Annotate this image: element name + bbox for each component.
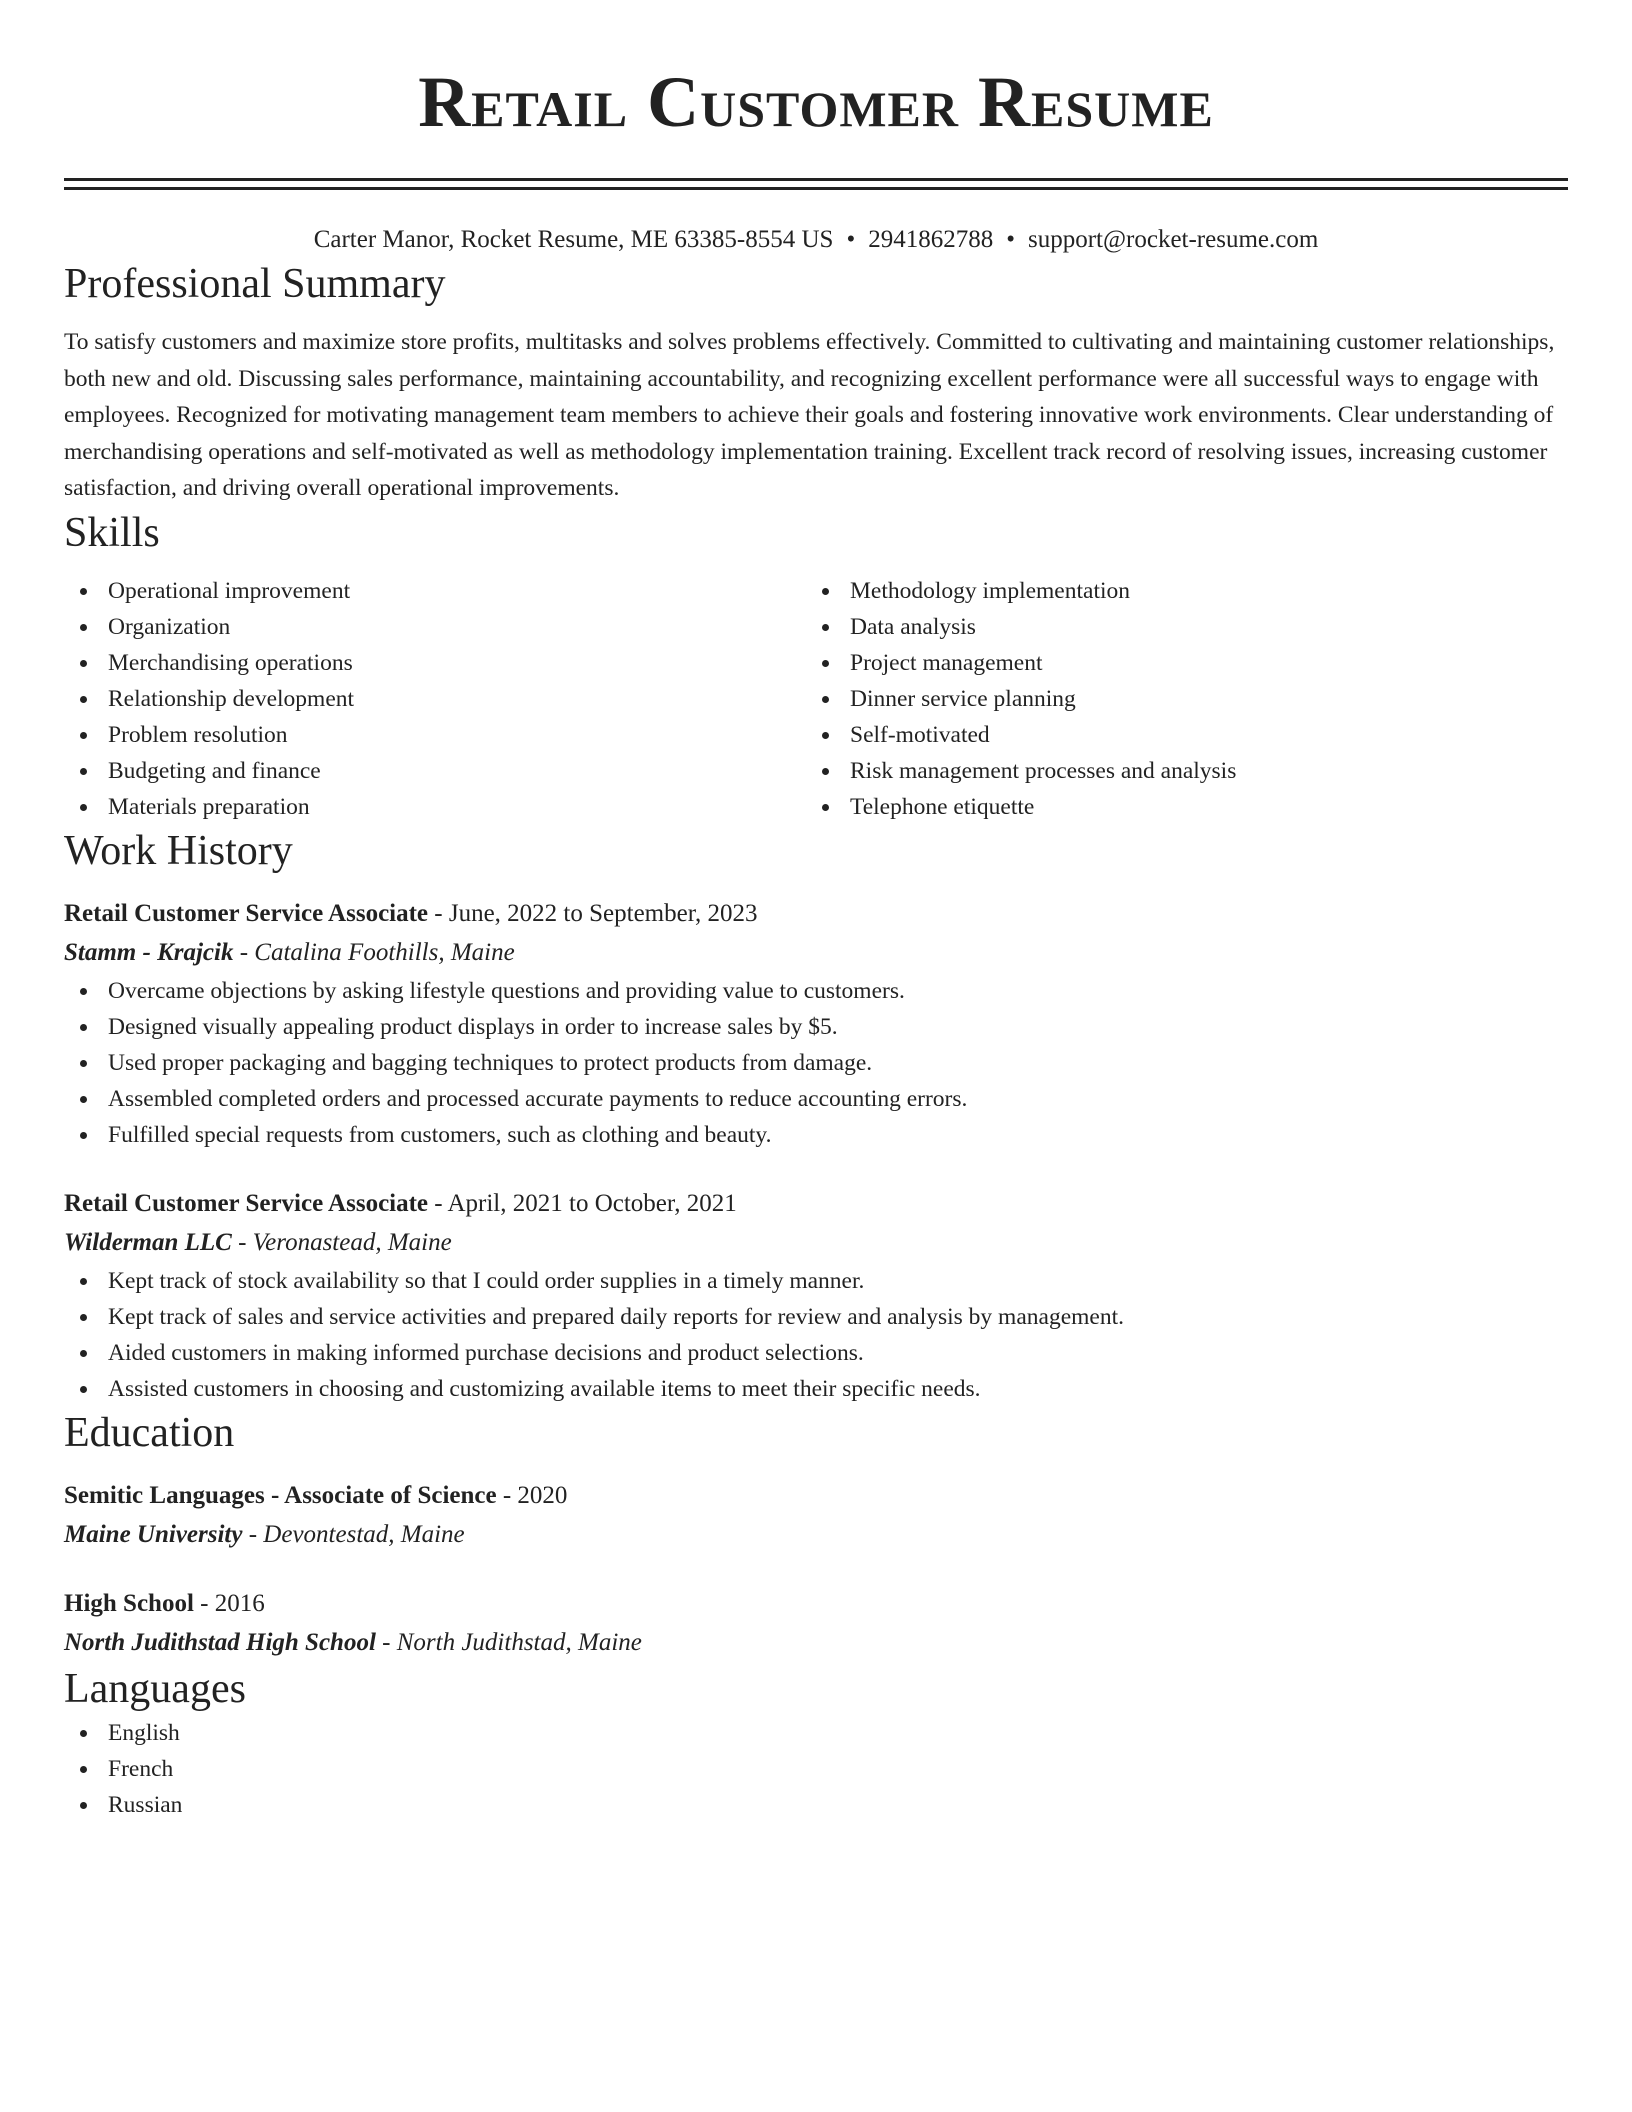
job-bullet: Fulfilled special requests from customers, such as clothing and beauty. <box>64 1117 1568 1153</box>
skill-item: Problem resolution <box>64 717 806 753</box>
job-bullet: Assembled completed orders and processed accurate payments to reduce accounting errors. <box>64 1081 1568 1117</box>
rule-line-bottom <box>64 187 1568 190</box>
skill-item: Data analysis <box>806 609 1548 645</box>
education-year: 2020 <box>517 1481 568 1509</box>
education-year: 2016 <box>214 1589 265 1617</box>
job-company: Wilderman LLC <box>64 1228 232 1256</box>
skills-columns <box>64 573 1568 825</box>
education-entry <box>64 1477 1568 1555</box>
education-degree: Semitic Languages - Associate of Science <box>64 1481 497 1509</box>
language-item: French <box>64 1751 1568 1787</box>
job-bullet-list <box>64 973 1568 1153</box>
job-bullet: Designed visually appealing product displays in order to increase sales by $5. <box>64 1009 1568 1045</box>
skills-right-list <box>806 573 1548 825</box>
job-title-line: Retail Customer Service Associate - April, 2021 to October, 2021 <box>64 1189 737 1217</box>
job-company-line: Stamm - Krajcik - Catalina Foothills, Maine <box>64 938 515 966</box>
education-location: North Judithstad, Maine <box>396 1628 642 1656</box>
job-bullet: Assisted customers in choosing and customizing available items to meet their specific needs. <box>64 1371 1568 1407</box>
skill-item: Budgeting and finance <box>64 753 806 789</box>
job-bullet: Kept track of stock availability so that I could order supplies in a timely manner. <box>64 1263 1568 1299</box>
job-bullet-list <box>64 1263 1568 1407</box>
job-location: Veronastead, Maine <box>252 1228 452 1256</box>
education-degree: High School <box>64 1589 194 1617</box>
title-double-rule <box>64 178 1568 190</box>
summary-heading: Professional Summary <box>64 261 446 307</box>
language-item: English <box>64 1715 1568 1751</box>
job-location: Catalina Foothills, Maine <box>254 938 515 966</box>
education-degree-line: High School - 2016 <box>64 1589 265 1617</box>
job-entry <box>64 895 1568 1153</box>
education-school-line: Maine University - Devontestad, Maine <box>64 1520 465 1548</box>
resume-title: Retail Customer Resume <box>418 62 1214 142</box>
contact-phone: 2941862788 <box>868 226 994 253</box>
job-entry <box>64 1185 1568 1407</box>
contact-separator: • <box>846 226 856 253</box>
job-bullet: Aided customers in making informed purchase decisions and product selections. <box>64 1335 1568 1371</box>
contact-address: Carter Manor, Rocket Resume, ME 63385-8554 US <box>313 226 834 253</box>
skill-item: Risk management processes and analysis <box>806 753 1548 789</box>
skill-item: Self-motivated <box>806 717 1548 753</box>
skills-heading: Skills <box>64 509 160 556</box>
job-dates: June, 2022 to September, 2023 <box>448 899 758 927</box>
education-heading: Education <box>64 1409 235 1456</box>
skill-item: Materials preparation <box>64 789 806 825</box>
contact-line <box>64 222 1568 258</box>
education-school: Maine University <box>64 1520 243 1548</box>
job-bullet: Kept track of sales and service activities and prepared daily reports for review and analysis by management. <box>64 1299 1568 1335</box>
skill-item: Telephone etiquette <box>806 789 1548 825</box>
skill-item: Organization <box>64 609 806 645</box>
job-bullet: Used proper packaging and bagging techniques to protect products from damage. <box>64 1045 1568 1081</box>
language-item: Russian <box>64 1787 1568 1823</box>
job-title-line: Retail Customer Service Associate - June, 2022 to September, 2023 <box>64 899 758 927</box>
summary-text: To satisfy customers and maximize store profits, multitasks and solves problems effectively. Committed to cultivating and maintaining customer relationships, both new and old. Discussing sales performance, maintaining accountability, and recognizing excellent performance were all successful ways to engage with employees. Recognized for motivating management team members to achieve their goals and fostering innovative work environments. Clear understanding of merchandising operations and self-motivated as well as methodology implementation training. Excellent track record of resolving issues, increasing customer satisfaction, and driving overall operational improvements. <box>64 329 1555 501</box>
rule-line-top <box>64 178 1568 181</box>
languages-list <box>64 1715 1568 1823</box>
skill-item: Operational improvement <box>64 573 806 609</box>
skill-item: Methodology implementation <box>806 573 1548 609</box>
education-school: North Judithstad High School <box>64 1628 376 1656</box>
education-location: Devontestad, Maine <box>263 1520 465 1548</box>
contact-separator: • <box>1006 226 1015 253</box>
skills-left-list <box>64 573 806 825</box>
education-school-line: North Judithstad High School - North Judithstad, Maine <box>64 1628 642 1656</box>
job-bullet: Overcame objections by asking lifestyle questions and providing value to customers. <box>64 973 1568 1009</box>
education-entry <box>64 1585 1568 1663</box>
job-title: Retail Customer Service Associate <box>64 899 429 927</box>
job-company-line: Wilderman LLC - Veronastead, Maine <box>64 1228 452 1256</box>
job-dates: April, 2021 to October, 2021 <box>447 1189 737 1217</box>
skill-item: Dinner service planning <box>806 681 1548 717</box>
skill-item: Project management <box>806 645 1548 681</box>
languages-heading: Languages <box>64 1665 246 1712</box>
job-title: Retail Customer Service Associate <box>64 1189 429 1217</box>
education-degree-line: Semitic Languages - Associate of Science - 2020 <box>64 1481 568 1509</box>
skill-item: Merchandising operations <box>64 645 806 681</box>
contact-email: support@rocket-resume.com <box>1028 226 1319 253</box>
job-company: Stamm - Krajcik <box>64 938 234 966</box>
skill-item: Relationship development <box>64 681 806 717</box>
work-history-heading: Work History <box>64 827 293 874</box>
